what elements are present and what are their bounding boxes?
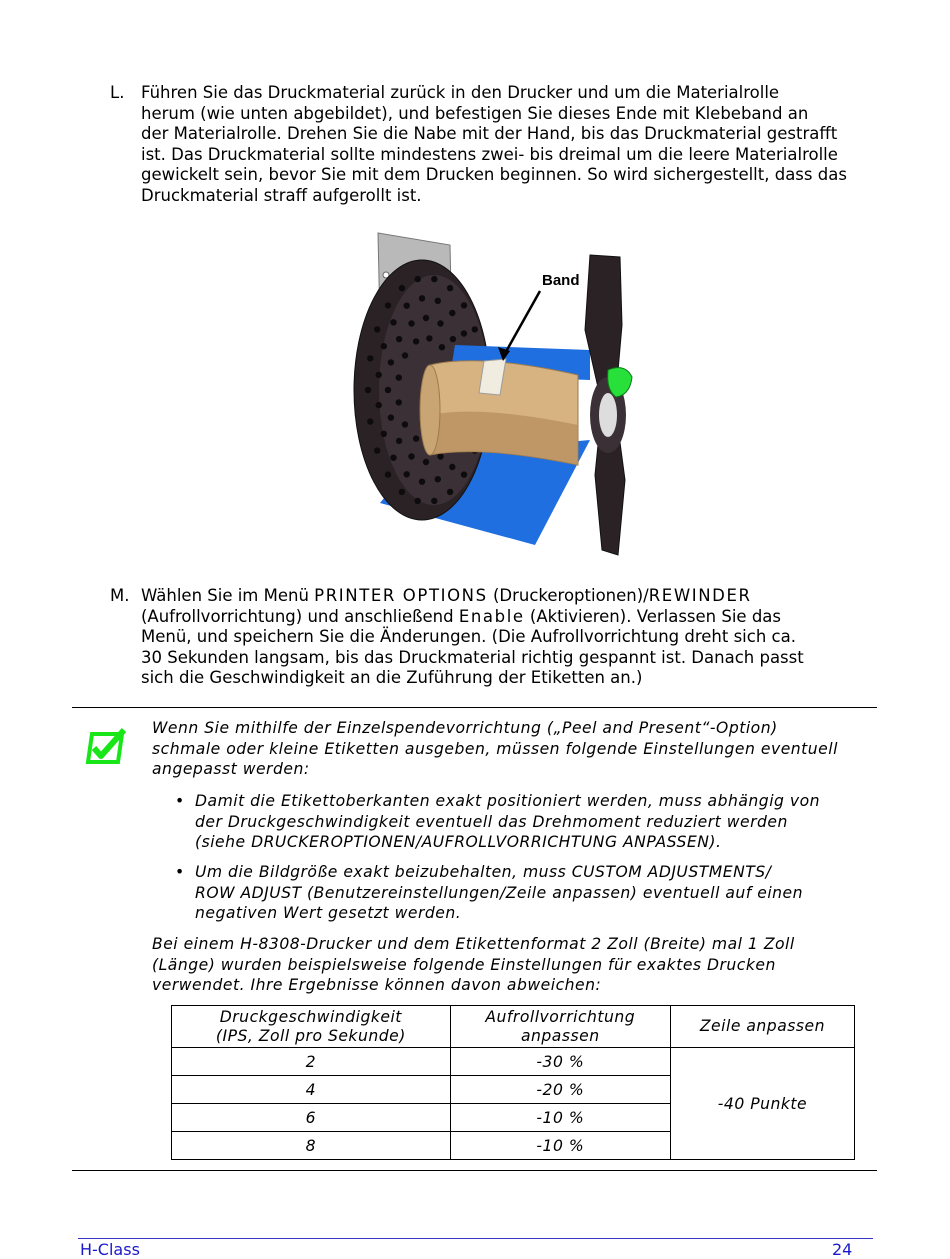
bullet-item xyxy=(195,862,803,924)
cell-speed: 6 xyxy=(172,1104,451,1132)
note-bottom-rule xyxy=(72,1170,877,1171)
cell-rewinder: -20 % xyxy=(450,1076,670,1104)
disc-hole xyxy=(437,320,443,326)
disc-hole xyxy=(381,431,387,437)
text-run: (Druckeroptionen)/ xyxy=(487,586,649,605)
table-row xyxy=(172,1048,855,1076)
menu-name-code: PRINTER OPTIONS xyxy=(314,586,488,605)
header-speed xyxy=(172,1006,451,1048)
disc-hole xyxy=(408,320,414,326)
disc-hole xyxy=(435,298,441,304)
disc-hole xyxy=(431,498,437,504)
menu-name-code: REWINDER xyxy=(648,586,752,605)
disc-hole xyxy=(367,355,373,361)
cell-row-adjust: -40 Punkte xyxy=(670,1048,854,1160)
disc-hole xyxy=(419,295,425,301)
disc-hole xyxy=(388,359,394,365)
note-top-rule xyxy=(72,707,877,708)
footer-rule xyxy=(78,1238,873,1239)
paragraph-line: der Materialrolle. Drehen Sie die Nabe mit der Hand, bis das Druckmaterial gestrafft xyxy=(141,124,838,144)
disc-hole xyxy=(461,471,467,477)
disc-hole xyxy=(461,330,467,336)
bullet-marker: • xyxy=(175,863,185,881)
latch-icon xyxy=(608,368,632,397)
paragraph-line xyxy=(141,586,881,607)
disc-hole xyxy=(447,489,453,495)
header-row-adjust xyxy=(670,1006,854,1048)
rewinder-illustration xyxy=(340,225,640,565)
bullet-line: negativen Wert gesetzt werden. xyxy=(195,904,462,923)
paragraph-line: Führen Sie das Druckmaterial zurück in den Drucker und um die Materialrolle xyxy=(141,83,780,102)
disc-hole xyxy=(376,402,382,408)
callout-arrow xyxy=(503,291,540,357)
disc-hole xyxy=(404,471,410,477)
cell-speed: 4 xyxy=(172,1076,451,1104)
text-run: (Aufrollvorrichtung) und anschließend xyxy=(141,606,459,626)
bullet-line: der Druckgeschwindigkeit eventuell das Drehmoment reduziert werden xyxy=(195,812,788,831)
disc-hole xyxy=(423,315,429,321)
note-line: schmale oder kleine Etiketten ausgeben, müssen folgende Einstellungen eventuell xyxy=(152,739,838,758)
disc-hole xyxy=(415,498,421,504)
disc-hole xyxy=(381,343,387,349)
disc-hole xyxy=(390,319,396,325)
disc-hole xyxy=(461,302,467,308)
disc-hole xyxy=(450,336,456,342)
header-rewinder xyxy=(450,1006,670,1048)
disc-hole xyxy=(408,453,414,459)
cell-rewinder: -10 % xyxy=(450,1132,670,1160)
disc-hole xyxy=(390,455,396,461)
disc-hole xyxy=(447,285,453,291)
disc-hole xyxy=(385,387,391,393)
disc-hole xyxy=(399,489,405,495)
step-m-text xyxy=(141,586,881,689)
paragraph-line: herum (wie unten abgebildet), und befestigen Sie dieses Ende mit Klebeband an xyxy=(141,103,809,123)
disc-hole xyxy=(439,344,445,350)
bullet-line: Damit die Etikettoberkanten exakt positioniert werden, muss abhängig von xyxy=(195,792,821,810)
disc-hole xyxy=(426,335,432,341)
bullet-item xyxy=(195,791,820,853)
disc-hole xyxy=(388,414,394,420)
disc-hole xyxy=(367,418,373,424)
note-intro xyxy=(152,718,838,780)
paragraph-line: ist. Das Druckmaterial sollte mindestens zwei- bis dreimal um die leere Materialrolle xyxy=(141,144,838,164)
bullet-marker: • xyxy=(175,792,185,810)
disc-hole xyxy=(374,326,380,332)
header-line: Zeile anpassen xyxy=(699,1017,825,1035)
disc-hole xyxy=(423,459,429,465)
disc-hole xyxy=(404,303,410,309)
note-line: Bei einem H-8308-Drucker und dem Etikettenformat 2 Zoll (Breite) mal 1 Zoll xyxy=(152,935,795,953)
disc-hole xyxy=(413,435,419,441)
cell-rewinder: -10 % xyxy=(450,1104,670,1132)
note-line: (Länge) wurden beispielsweise folgende Einstellungen für exaktes Drucken xyxy=(152,955,776,974)
disc-hole xyxy=(413,338,419,344)
disc-hole xyxy=(472,326,478,332)
disc-hole xyxy=(374,447,380,453)
disc-hole xyxy=(431,276,437,282)
cell-rewinder: -30 % xyxy=(450,1048,670,1076)
checkmark-box-icon xyxy=(84,728,128,768)
menu-value-code: Enable xyxy=(458,606,525,626)
disc-hole xyxy=(435,476,441,482)
header-line: (IPS, Zoll pro Sekunde) xyxy=(215,1026,406,1045)
disc-hole xyxy=(376,372,382,378)
disc-hole xyxy=(365,387,371,393)
callout-label: Band xyxy=(542,272,580,289)
disc-hole xyxy=(437,453,443,459)
disc-hole xyxy=(385,302,391,308)
disc-hole xyxy=(396,374,402,380)
header-line: Druckgeschwindigkeit xyxy=(219,1007,402,1026)
paragraph-line: 30 Sekunden langsam, bis das Druckmaterial richtig gespannt ist. Danach passt xyxy=(141,647,804,667)
disc-hole xyxy=(396,438,402,444)
paragraph-line: sich die Geschwindigkeit an die Zuführung der Etiketten an.) xyxy=(141,668,643,688)
disc-hole xyxy=(399,285,405,291)
disc-hole xyxy=(402,352,408,358)
footer-product-name: H-Class xyxy=(80,1240,140,1259)
header-line: anpassen xyxy=(520,1026,600,1045)
disc-hole xyxy=(396,399,402,405)
settings-table xyxy=(171,1005,855,1160)
step-l-text xyxy=(141,83,881,207)
paragraph-line: gewickelt sein, bevor Sie mit dem Drucken beginnen. So wird sichergestellt, dass das xyxy=(141,165,847,185)
cell-speed: 8 xyxy=(172,1132,451,1160)
footer-page-number: 24 xyxy=(832,1240,853,1259)
disc-hole xyxy=(415,276,421,282)
disc-hole xyxy=(402,421,408,427)
paragraph-line: Menü, und speichern Sie die Änderungen. (Die Aufrollvorrichtung dreht sich ca. xyxy=(141,627,796,647)
step-letter: M. xyxy=(110,586,130,605)
disc-hole xyxy=(419,479,425,485)
disc-hole xyxy=(396,336,402,342)
cell-speed: 2 xyxy=(172,1048,451,1076)
note-line: Wenn Sie mithilfe der Einzelspendevorrichtung („Peel and Present“-Option) xyxy=(152,719,778,737)
disc-hole xyxy=(449,310,455,316)
step-letter: L. xyxy=(110,83,125,102)
disc-hole xyxy=(385,471,391,477)
table-header-row xyxy=(172,1006,855,1048)
text-run: (Aktivieren). Verlassen Sie das xyxy=(524,606,782,626)
text-run: Wählen Sie im Menü xyxy=(141,586,315,605)
header-line: Aufrollvorrichtung xyxy=(485,1007,636,1026)
note-line: angepasst werden: xyxy=(152,760,310,779)
bullet-line: ROW ADJUST (Benutzereinstellungen/Zeile anpassen) eventuell auf einen xyxy=(195,883,804,902)
note-example xyxy=(152,934,795,996)
bullet-line: (siehe DRUCKEROPTIONEN/AUFROLLVORRICHTUNG ANPASSEN). xyxy=(195,833,722,852)
note-line: verwendet. Ihre Ergebnisse können davon abweichen: xyxy=(152,976,602,995)
paragraph-line xyxy=(141,607,881,628)
paragraph-line: Druckmaterial straff aufgerollt ist. xyxy=(141,185,422,205)
bullet-line: Um die Bildgröße exakt beizubehalten, muss CUSTOM ADJUSTMENTS/ xyxy=(195,863,772,881)
disc-hole xyxy=(449,464,455,470)
